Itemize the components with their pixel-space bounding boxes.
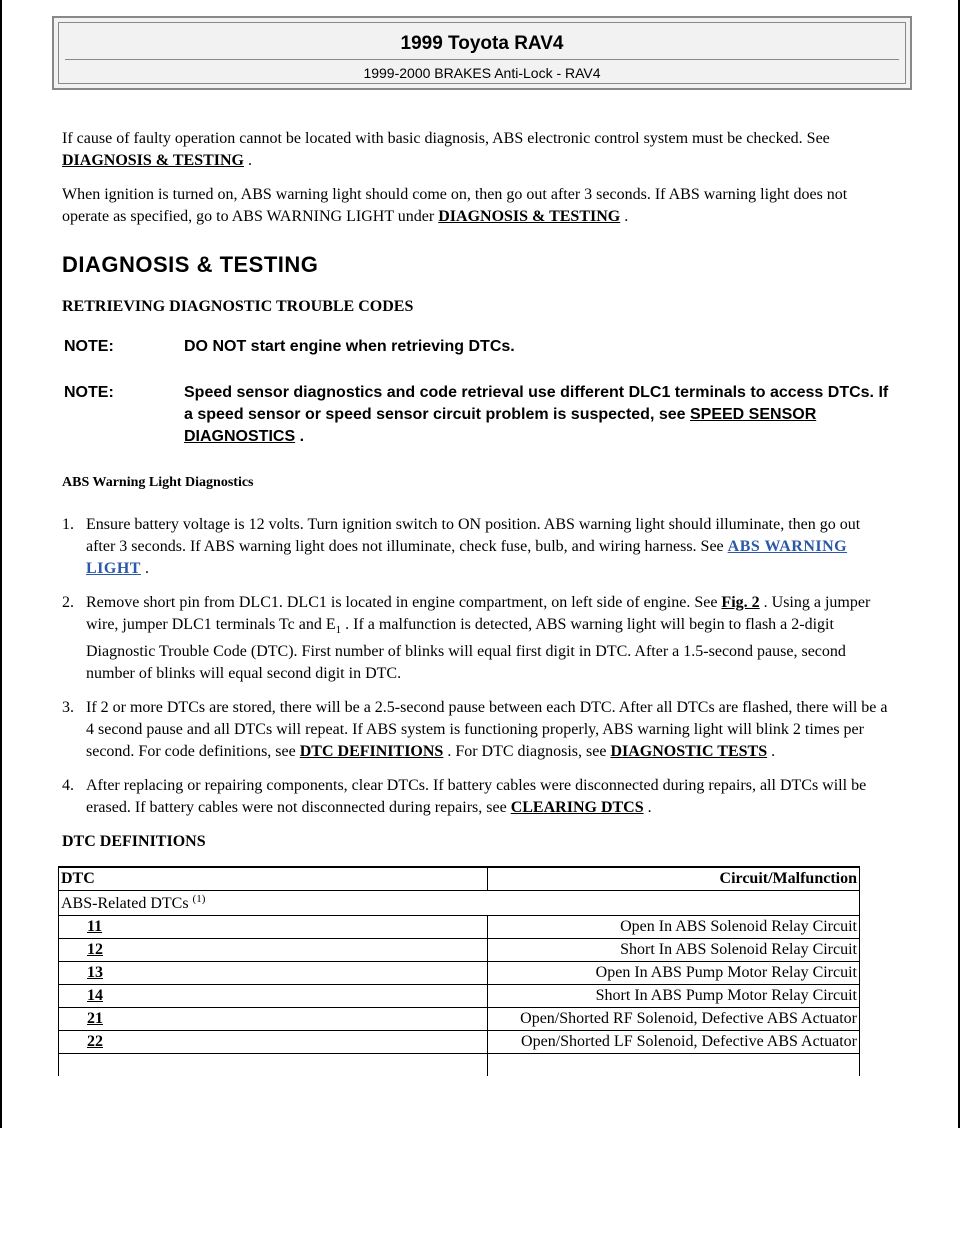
intro-paragraph-2	[62, 184, 892, 228]
dtc-description: Open/Shorted RF Solenoid, Defective ABS Actuator	[488, 1008, 860, 1031]
dtc-table	[58, 866, 860, 1076]
dtc-definitions-title: DTC DEFINITIONS	[62, 833, 206, 850]
step-text: . For DTC diagnosis, see	[447, 743, 607, 760]
blank-cell	[488, 1054, 860, 1076]
dtc-description: Open In ABS Pump Motor Relay Circuit	[488, 962, 860, 985]
header-divider	[65, 59, 899, 60]
footnote-marker: (1)	[192, 893, 206, 905]
note-text	[184, 382, 892, 448]
dtc-definitions-link[interactable]: DTC DEFINITIONS	[299, 743, 444, 760]
step-text: . If a malfunction is detected, ABS warning light will begin to flash a 2-digit Diagnostic Trouble Code (DTC). First number of blinks will equal first digit in DTC. After a 1.5-second pause, second number of blinks will equal second digit in DTC.	[86, 616, 846, 682]
intro-p1-end: .	[247, 152, 252, 169]
note-text-body: Speed sensor diagnostics and code retrieval use different DLC1 terminals to access DTCs. If a speed sensor or speed sensor circuit problem is suspected, see	[184, 384, 889, 423]
note-label: NOTE:	[64, 384, 114, 401]
table-row	[59, 916, 860, 939]
step-item	[62, 697, 892, 763]
step-end: .	[144, 560, 149, 577]
table-row	[59, 962, 860, 985]
step-number: 4.	[62, 777, 74, 794]
dtc-description: Short In ABS Pump Motor Relay Circuit	[488, 985, 860, 1008]
column-header-circuit: Circuit/Malfunction	[488, 867, 860, 891]
header-inner	[58, 22, 906, 84]
step-number: 2.	[62, 594, 74, 611]
diagnosis-testing-link-2[interactable]: DIAGNOSIS & TESTING	[438, 208, 621, 225]
table-row	[59, 1031, 860, 1054]
subsection-title: RETRIEVING DIAGNOSTIC TROUBLE CODES	[62, 298, 414, 315]
steps-list	[62, 514, 892, 819]
speed-sensor-diagnostics-link[interactable]: SPEED SENSOR DIAGNOSTICS	[184, 406, 817, 445]
dtc-code-link[interactable]: 14	[59, 985, 488, 1008]
step-text: If 2 or more DTCs are stored, there will be a 2.5-second pause between each DTC. After all DTCs are flashed, there will be a 4 second pause and all DTCs will repeat. If ABS system is functioning properly, ABS warning light will blink 2 times per second. For code definitions, see	[86, 699, 888, 760]
diagnosis-testing-link-1[interactable]: DIAGNOSIS & TESTING	[62, 152, 244, 169]
step-item	[62, 775, 892, 819]
step-number: 1.	[62, 516, 74, 533]
dtc-code-link[interactable]: 13	[59, 962, 488, 985]
step-item	[62, 592, 892, 685]
intro-p2-text: When ignition is turned on, ABS warning light should come on, then go out after 3 seconds. If ABS warning light does not operate as specified, go to ABS WARNING LIGHT under	[62, 186, 848, 225]
note-text-end: .	[299, 428, 305, 445]
step-text: Ensure battery voltage is 12 volts. Turn ignition switch to ON position. ABS warning light should illuminate, then go out after 3 seconds. If ABS warning light does not illuminate, check fuse, bulb, and wiring harness. See	[86, 516, 861, 555]
step-end: .	[771, 743, 776, 760]
dtc-description: Open/Shorted LF Solenoid, Defective ABS Actuator	[488, 1031, 860, 1054]
note-row	[64, 336, 892, 358]
table-row-blank	[59, 1054, 860, 1076]
page-border-left	[0, 0, 2, 1128]
note-text: DO NOT start engine when retrieving DTCs.	[184, 338, 515, 355]
dtc-description: Open In ABS Solenoid Relay Circuit	[488, 916, 860, 939]
table-header-row	[59, 867, 860, 891]
column-header-dtc: DTC	[59, 867, 488, 891]
header-title: 1999 Toyota RAV4	[400, 33, 564, 54]
step-item	[62, 514, 892, 580]
intro-p2-end: .	[624, 208, 629, 225]
clearing-dtcs-link[interactable]: CLEARING DTCS	[510, 799, 644, 816]
abs-warning-light-title: ABS Warning Light Diagnostics	[62, 475, 254, 490]
step-end: .	[647, 799, 652, 816]
intro-paragraph-1	[62, 128, 892, 172]
fig-2-link[interactable]: Fig. 2	[721, 594, 760, 611]
dtc-code-link[interactable]: 11	[59, 916, 488, 939]
dtc-description: Short In ABS Solenoid Relay Circuit	[488, 939, 860, 962]
table-row	[59, 1008, 860, 1031]
abs-warning-light-link[interactable]: ABS WARNING LIGHT	[86, 538, 848, 577]
intro-p1-text: If cause of faulty operation cannot be located with basic diagnosis, ABS electronic control system must be checked. See	[62, 130, 830, 147]
step-text: Remove short pin from DLC1. DLC1 is located in engine compartment, on left side of engine. See	[86, 594, 718, 611]
document-header	[52, 16, 912, 90]
header-subtitle: 1999-2000 BRAKES Anti-Lock - RAV4	[363, 65, 601, 81]
dtc-code-link[interactable]: 22	[59, 1031, 488, 1054]
group-label-text: ABS-Related DTCs	[61, 895, 189, 912]
step-number: 3.	[62, 699, 74, 716]
diagnostic-tests-link[interactable]: DIAGNOSTIC TESTS	[610, 743, 768, 760]
section-title: DIAGNOSIS & TESTING	[62, 252, 319, 277]
subscript: 1	[335, 624, 342, 636]
note-row	[64, 382, 892, 448]
group-label	[59, 891, 860, 916]
dtc-code-link[interactable]: 21	[59, 1008, 488, 1031]
note-label: NOTE:	[64, 338, 114, 355]
document-body	[62, 128, 892, 853]
blank-cell	[59, 1054, 488, 1076]
table-row	[59, 939, 860, 962]
table-row	[59, 985, 860, 1008]
step-text: . Using a jumper wire, jumper DLC1 terminals Tc and E	[86, 594, 871, 633]
notes-block	[64, 336, 892, 448]
dtc-code-link[interactable]: 12	[59, 939, 488, 962]
table-group-row	[59, 891, 860, 916]
step-text: After replacing or repairing components, clear DTCs. If battery cables were disconnected during repairs, all DTCs will be erased. If battery cables were not disconnected during repairs, see	[86, 777, 867, 816]
